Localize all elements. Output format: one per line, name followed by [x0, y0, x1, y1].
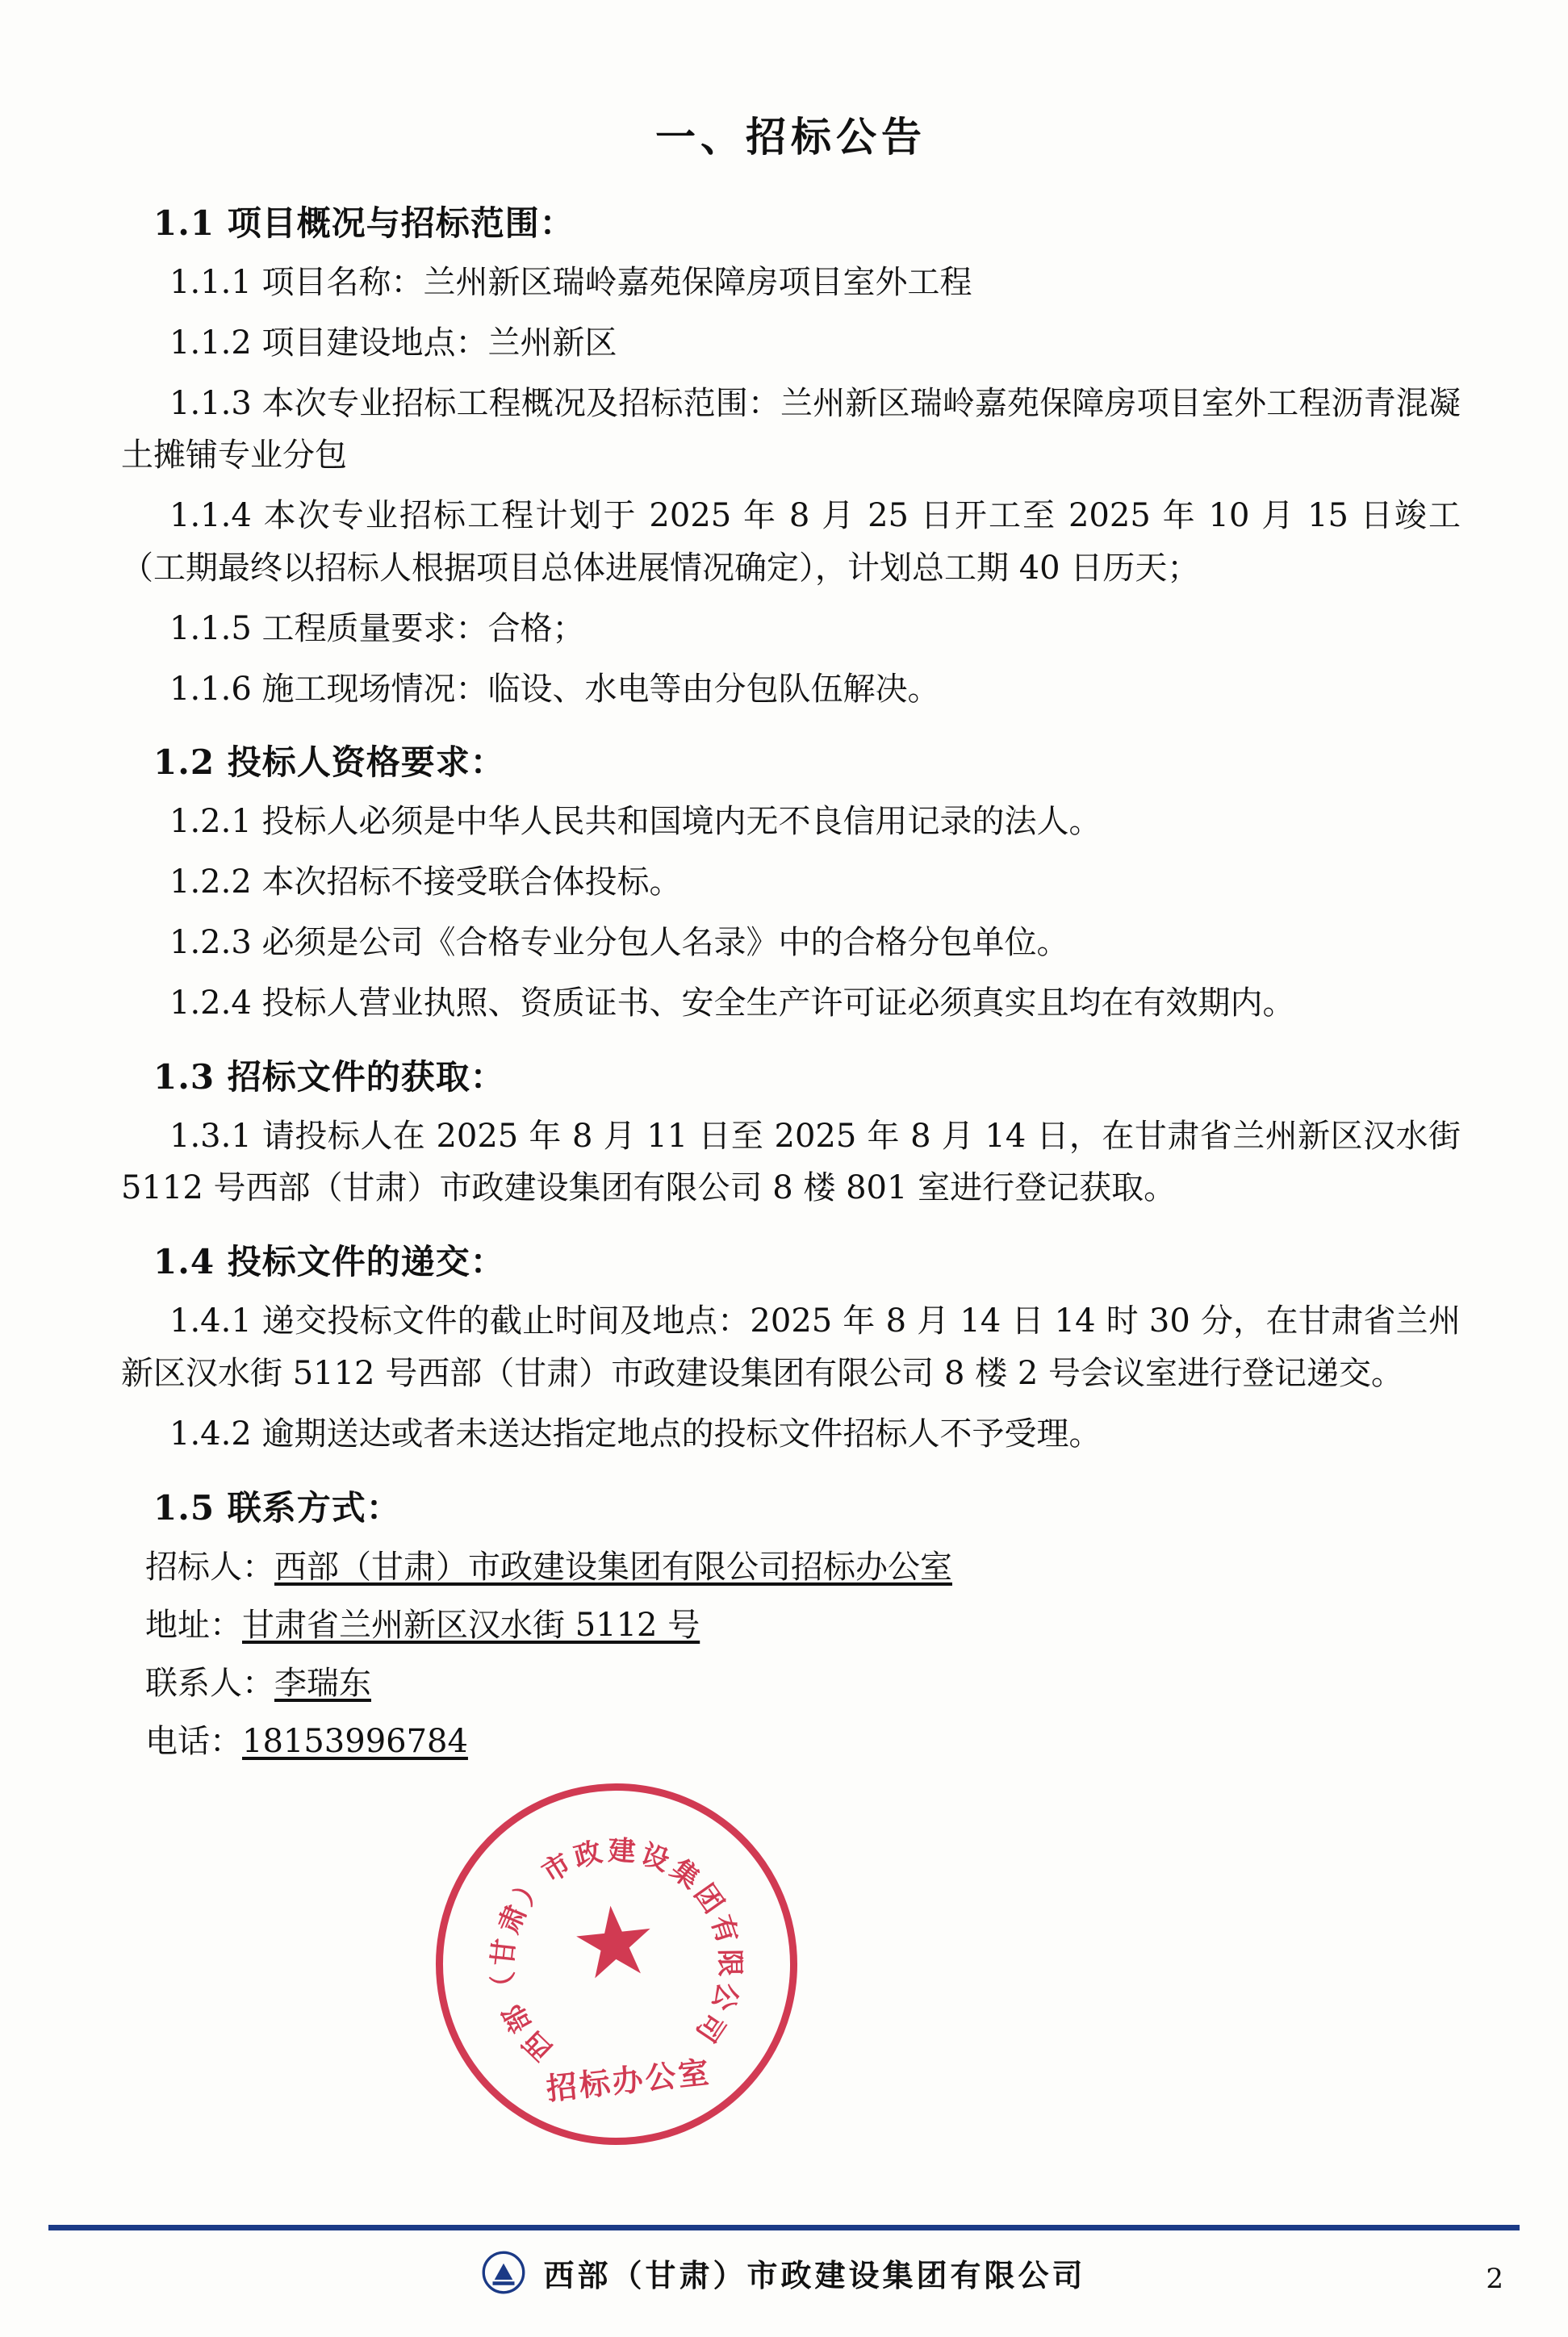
paragraph-1-1-3: 1.1.3 本次专业招标工程概况及招标范围：兰州新区瑞岭嘉苑保障房项目室外工程沥青混凝土摊铺专业分包	[121, 384, 1461, 475]
paragraph-1-1-2: 1.1.2 项目建设地点：兰州新区	[169, 324, 617, 362]
paragraph-1-3-1: 1.3.1 请投标人在 2025 年 8 月 11 日至 2025 年 8 月 14 日，在甘肃省兰州新区汉水街 5112 号西部（甘肃）市政建设集团有限公司 8 楼 801 室进行登记获取。	[121, 1117, 1461, 1207]
page-number: 2	[1486, 2263, 1503, 2295]
contact-address-label: 地址：	[145, 1606, 242, 1644]
document-body	[121, 105, 1461, 1774]
page-title: 一、招标公告	[655, 113, 926, 161]
section-heading-1-2: 1.2 投标人资格要求：	[153, 742, 505, 783]
paragraph-1-4-2: 1.4.2 逾期送达或者未送达指定地点的投标文件招标人不予受理。	[169, 1415, 1102, 1453]
contact-address	[121, 1599, 1461, 1651]
company-seal-stamp	[418, 1766, 815, 2163]
seal-bottom-text: 招标办公室	[544, 2053, 713, 2107]
paragraph-1-2-1: 1.2.1 投标人必须是中华人民共和国境内无不良信用记录的法人。	[169, 803, 1102, 841]
company-logo-icon	[482, 2251, 525, 2294]
contact-address-value: 甘肃省兰州新区汉水街 5112 号	[242, 1606, 700, 1644]
contact-phone-value: 18153996784	[242, 1722, 468, 1760]
contact-tenderer-value: 西部（甘肃）市政建设集团有限公司招标办公室	[274, 1548, 952, 1586]
paragraph-1-2-4: 1.2.4 投标人营业执照、资质证书、安全生产许可证必须真实且均在有效期内。	[169, 984, 1295, 1022]
paragraph-1-1-5: 1.1.5 工程质量要求：合格；	[169, 609, 585, 647]
paragraph-1-1-1: 1.1.1 项目名称：兰州新区瑞岭嘉苑保障房项目室外工程	[169, 264, 972, 301]
page-footer	[48, 2240, 1520, 2305]
section-heading-1-5: 1.5 联系方式：	[153, 1487, 401, 1528]
paragraph-1-2-2: 1.2.2 本次招标不接受联合体投标。	[169, 863, 682, 901]
footer-company-name: 西部（甘肃）市政建设集团有限公司	[543, 2256, 1086, 2293]
contact-person-label: 联系人：	[145, 1664, 274, 1702]
contact-tenderer-label: 招标人：	[145, 1548, 274, 1586]
paragraph-1-2-3: 1.2.3 必须是公司《合格专业分包人名录》中的合格分包单位。	[169, 923, 1069, 961]
contact-person-value: 李瑞东	[274, 1664, 371, 1702]
paragraph-1-1-6: 1.1.6 施工现场情况：临设、水电等由分包队伍解决。	[169, 670, 940, 708]
paragraph-1-1-4: 1.1.4 本次专业招标工程计划于 2025 年 8 月 25 日开工至 2025 年 10 月 15 日竣工（工期最终以招标人根据项目总体进展情况确定），计划总工期 40 日历天；	[121, 497, 1461, 587]
paragraph-1-4-1: 1.4.1 递交投标文件的截止时间及地点：2025 年 8 月 14 日 14 时 30 分，在甘肃省兰州新区汉水街 5112 号西部（甘肃）市政建设集团有限公司 8 楼 2 号会议室进行登记递交。	[121, 1302, 1461, 1392]
seal-ring-text: 西 部 （ 甘 肃 ） 市 政 建 设 集 团 有 限 公 司	[487, 1834, 746, 2067]
footer-divider	[48, 2225, 1520, 2230]
section-heading-1-4: 1.4 投标文件的递交：	[153, 1242, 505, 1282]
contact-person	[121, 1658, 1461, 1709]
section-heading-1-1: 1.1 项目概况与招标范围：	[153, 203, 575, 243]
contact-phone	[121, 1716, 1461, 1767]
contact-tenderer	[121, 1541, 1461, 1593]
contact-phone-label: 电话：	[145, 1722, 242, 1760]
section-heading-1-3: 1.3 招标文件的获取：	[153, 1056, 505, 1097]
